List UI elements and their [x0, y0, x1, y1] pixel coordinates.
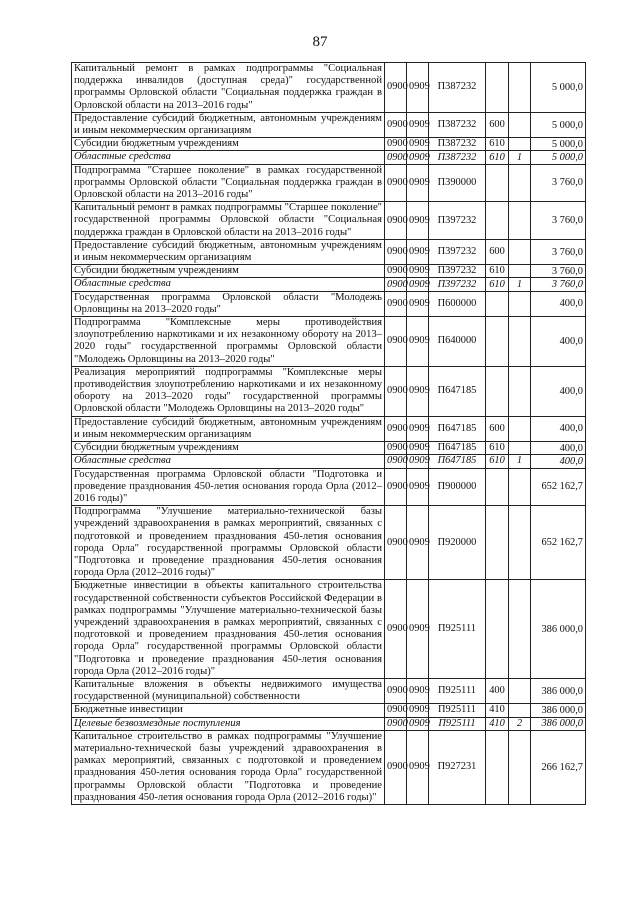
- code-section: 0909: [407, 151, 429, 164]
- row-amount: 386 000,0: [531, 580, 586, 679]
- code-section: 0909: [407, 580, 429, 679]
- code-target-article: П397232: [429, 278, 486, 291]
- code-expense-type: [486, 580, 509, 679]
- table-row: [72, 416, 586, 441]
- code-admin: 0900: [385, 138, 407, 151]
- budget-table: [71, 62, 586, 805]
- code-source: [509, 138, 531, 151]
- code-target-article: П600000: [429, 291, 486, 316]
- row-amount: 3 760,0: [531, 202, 586, 240]
- code-section: 0909: [407, 239, 429, 264]
- code-source: [509, 164, 531, 202]
- row-amount: 3 760,0: [531, 239, 586, 264]
- row-amount: 3 760,0: [531, 278, 586, 291]
- row-description: Государственная программа Орловской области "Подготовка и проведение празднования 450-летия основания города Орла (2012–2016 годы)": [72, 468, 385, 506]
- code-source: [509, 317, 531, 367]
- table-row: [72, 151, 586, 164]
- code-expense-type: 600: [486, 239, 509, 264]
- code-section: 0909: [407, 366, 429, 416]
- row-amount: 400,0: [531, 366, 586, 416]
- code-target-article: П387232: [429, 151, 486, 164]
- table-row: [72, 366, 586, 416]
- code-expense-type: 610: [486, 138, 509, 151]
- code-admin: 0900: [385, 717, 407, 730]
- code-expense-type: 610: [486, 265, 509, 278]
- code-target-article: П647185: [429, 455, 486, 468]
- code-expense-type: 610: [486, 151, 509, 164]
- row-amount: 400,0: [531, 317, 586, 367]
- code-target-article: П925111: [429, 717, 486, 730]
- row-description: Государственная программа Орловской области "Молодежь Орловщины на 2013–2020 годы": [72, 291, 385, 316]
- code-target-article: П925111: [429, 678, 486, 703]
- row-description: Целевые безвозмездные поступления: [72, 717, 385, 730]
- code-target-article: П920000: [429, 506, 486, 580]
- code-admin: 0900: [385, 239, 407, 264]
- code-source: [509, 730, 531, 804]
- code-source: 1: [509, 455, 531, 468]
- code-target-article: П647185: [429, 442, 486, 455]
- row-description: Капитальные вложения в объекты недвижимого имущества государственной (муниципальной) собственности: [72, 678, 385, 703]
- table-row: [72, 730, 586, 804]
- code-admin: 0900: [385, 291, 407, 316]
- row-description: Подпрограмма "Улучшение материально-технической базы учреждений здравоохранения в рамках мероприятий, связанных с подготовкой и проведением празднования 450-летия основания города Орла" государственной программы Орловской области "Подготовка и проведение празднования 450-летия основания города Орла (2012–2016 годы)": [72, 506, 385, 580]
- code-admin: 0900: [385, 416, 407, 441]
- row-description: Предоставление субсидий бюджетным, автономным учреждениям и иным некоммерческим организациям: [72, 239, 385, 264]
- row-amount: 652 162,7: [531, 468, 586, 506]
- row-amount: 386 000,0: [531, 704, 586, 717]
- table-row: [72, 278, 586, 291]
- code-target-article: П647185: [429, 366, 486, 416]
- code-section: 0909: [407, 455, 429, 468]
- code-admin: 0900: [385, 63, 407, 113]
- budget-table-body: [72, 63, 586, 805]
- code-admin: 0900: [385, 366, 407, 416]
- code-source: [509, 416, 531, 441]
- code-section: 0909: [407, 506, 429, 580]
- code-admin: 0900: [385, 730, 407, 804]
- table-row: [72, 455, 586, 468]
- code-target-article: П927231: [429, 730, 486, 804]
- code-expense-type: 400: [486, 678, 509, 703]
- code-section: 0909: [407, 704, 429, 717]
- row-description: Подпрограмма "Старшее поколение" в рамках государственной программы Орловской области "Социальная поддержка граждан в Орловской области на 2013–2016 годы": [72, 164, 385, 202]
- table-row: [72, 317, 586, 367]
- row-description: Предоставление субсидий бюджетным, автономным учреждениям и иным некоммерческим организациям: [72, 112, 385, 137]
- table-row: [72, 580, 586, 679]
- code-source: [509, 580, 531, 679]
- code-source: [509, 442, 531, 455]
- table-row: [72, 138, 586, 151]
- code-section: 0909: [407, 164, 429, 202]
- code-source: [509, 506, 531, 580]
- code-section: 0909: [407, 278, 429, 291]
- code-expense-type: 600: [486, 112, 509, 137]
- code-section: 0909: [407, 112, 429, 137]
- code-expense-type: [486, 291, 509, 316]
- row-amount: 3 760,0: [531, 265, 586, 278]
- code-expense-type: [486, 63, 509, 113]
- row-amount: 400,0: [531, 455, 586, 468]
- row-amount: 266 162,7: [531, 730, 586, 804]
- code-admin: 0900: [385, 704, 407, 717]
- code-section: 0909: [407, 63, 429, 113]
- code-expense-type: 410: [486, 704, 509, 717]
- table-row: [72, 164, 586, 202]
- row-amount: 5 000,0: [531, 151, 586, 164]
- code-expense-type: 410: [486, 717, 509, 730]
- code-expense-type: [486, 366, 509, 416]
- code-target-article: П647185: [429, 416, 486, 441]
- row-amount: 5 000,0: [531, 112, 586, 137]
- code-target-article: П925111: [429, 580, 486, 679]
- code-source: [509, 291, 531, 316]
- code-section: 0909: [407, 416, 429, 441]
- row-amount: 3 760,0: [531, 164, 586, 202]
- row-description: Субсидии бюджетным учреждениям: [72, 138, 385, 151]
- row-amount: 5 000,0: [531, 63, 586, 113]
- row-amount: 400,0: [531, 442, 586, 455]
- row-description: Областные средства: [72, 151, 385, 164]
- row-description: Предоставление субсидий бюджетным, автономным учреждениям и иным некоммерческим организациям: [72, 416, 385, 441]
- code-source: [509, 678, 531, 703]
- row-amount: 386 000,0: [531, 678, 586, 703]
- code-section: 0909: [407, 291, 429, 316]
- code-section: 0909: [407, 678, 429, 703]
- table-row: [72, 291, 586, 316]
- code-expense-type: [486, 730, 509, 804]
- code-source: [509, 468, 531, 506]
- code-expense-type: [486, 164, 509, 202]
- code-target-article: П925111: [429, 704, 486, 717]
- code-target-article: П387232: [429, 138, 486, 151]
- code-section: 0909: [407, 468, 429, 506]
- table-row: [72, 678, 586, 703]
- code-source: [509, 202, 531, 240]
- code-admin: 0900: [385, 468, 407, 506]
- table-row: [72, 265, 586, 278]
- code-admin: 0900: [385, 678, 407, 703]
- code-source: 1: [509, 151, 531, 164]
- table-row: [72, 704, 586, 717]
- code-section: 0909: [407, 202, 429, 240]
- table-row: [72, 63, 586, 113]
- row-description: Подпрограмма "Комплексные меры противодействия злоупотреблению наркотиками и их незаконному обороту на 2013–2020 годы" государственной программы Орловской области "Молодежь Орловщины на 2013–2020 годы": [72, 317, 385, 367]
- row-amount: 386 000,0: [531, 717, 586, 730]
- code-admin: 0900: [385, 455, 407, 468]
- table-row: [72, 442, 586, 455]
- code-target-article: П390000: [429, 164, 486, 202]
- code-section: 0909: [407, 138, 429, 151]
- code-source: 2: [509, 717, 531, 730]
- code-admin: 0900: [385, 164, 407, 202]
- code-expense-type: [486, 506, 509, 580]
- code-admin: 0900: [385, 506, 407, 580]
- code-source: [509, 239, 531, 264]
- code-admin: 0900: [385, 151, 407, 164]
- code-section: 0909: [407, 717, 429, 730]
- code-target-article: П900000: [429, 468, 486, 506]
- table-row: [72, 202, 586, 240]
- code-admin: 0900: [385, 265, 407, 278]
- row-description: Капитальное строительство в рамках подпрограммы "Улучшение материально-технической базы учреждений здравоохранения в рамках мероприятий, связанных с подготовкой и проведением празднования 450-летия основания города Орла" государственной программы Орловской области "Подготовка и проведение празднования 450-летия основания города Орла (2012–2016 годы)": [72, 730, 385, 804]
- code-admin: 0900: [385, 442, 407, 455]
- row-description: Субсидии бюджетным учреждениям: [72, 442, 385, 455]
- code-target-article: П397232: [429, 265, 486, 278]
- row-description: Реализация мероприятий подпрограммы "Комплексные меры противодействия злоупотреблению наркотиками и их незаконному обороту на 2013–2020 годы" государственной программы Орловской области "Молодежь Орловщины на 2013–2020 годы": [72, 366, 385, 416]
- code-admin: 0900: [385, 580, 407, 679]
- code-source: [509, 704, 531, 717]
- code-expense-type: 610: [486, 278, 509, 291]
- code-expense-type: 610: [486, 442, 509, 455]
- code-target-article: П387232: [429, 112, 486, 137]
- code-source: [509, 265, 531, 278]
- code-admin: 0900: [385, 112, 407, 137]
- row-amount: 652 162,7: [531, 506, 586, 580]
- code-target-article: П397232: [429, 202, 486, 240]
- code-expense-type: 600: [486, 416, 509, 441]
- code-admin: 0900: [385, 202, 407, 240]
- code-source: [509, 112, 531, 137]
- table-row: [72, 239, 586, 264]
- code-section: 0909: [407, 265, 429, 278]
- code-source: 1: [509, 278, 531, 291]
- code-source: [509, 63, 531, 113]
- row-amount: 400,0: [531, 416, 586, 441]
- row-amount: 400,0: [531, 291, 586, 316]
- table-row: [72, 506, 586, 580]
- table-row: [72, 468, 586, 506]
- page-number: 87: [312, 34, 328, 50]
- row-description: Капитальный ремонт в рамках подпрограммы "Старшее поколение" государственной программы Орловской области "Социальная поддержка граждан в Орловской области на 2013–2016 годы": [72, 202, 385, 240]
- code-target-article: П397232: [429, 239, 486, 264]
- code-section: 0909: [407, 442, 429, 455]
- code-section: 0909: [407, 730, 429, 804]
- code-expense-type: [486, 202, 509, 240]
- row-description: Субсидии бюджетным учреждениям: [72, 265, 385, 278]
- row-description: Бюджетные инвестиции: [72, 704, 385, 717]
- code-section: 0909: [407, 317, 429, 367]
- row-description: Капитальный ремонт в рамках подпрограммы "Социальная поддержка инвалидов (доступная среда)" государственной программы Орловской области "Социальная поддержка граждан в Орловской области на 2013–2016 годы": [72, 63, 385, 113]
- code-target-article: П640000: [429, 317, 486, 367]
- row-description: Областные средства: [72, 455, 385, 468]
- code-expense-type: 610: [486, 455, 509, 468]
- table-row: [72, 112, 586, 137]
- row-amount: 5 000,0: [531, 138, 586, 151]
- code-expense-type: [486, 317, 509, 367]
- code-target-article: П387232: [429, 63, 486, 113]
- code-admin: 0900: [385, 278, 407, 291]
- row-description: Областные средства: [72, 278, 385, 291]
- table-row: [72, 717, 586, 730]
- code-admin: 0900: [385, 317, 407, 367]
- code-source: [509, 366, 531, 416]
- row-description: Бюджетные инвестиции в объекты капитального строительства государственной собственности субъектов Российской Федерации в рамках подпрограммы "Улучшение материально-технической базы учреждений здравоохранения в рамках мероприятий, связанных с подготовкой и проведением празднования 450-летия основания города Орла" государственной программы Орловской области "Подготовка и проведение празднования 450-летия основания города Орла (2012–2016 годы)": [72, 580, 385, 679]
- code-expense-type: [486, 468, 509, 506]
